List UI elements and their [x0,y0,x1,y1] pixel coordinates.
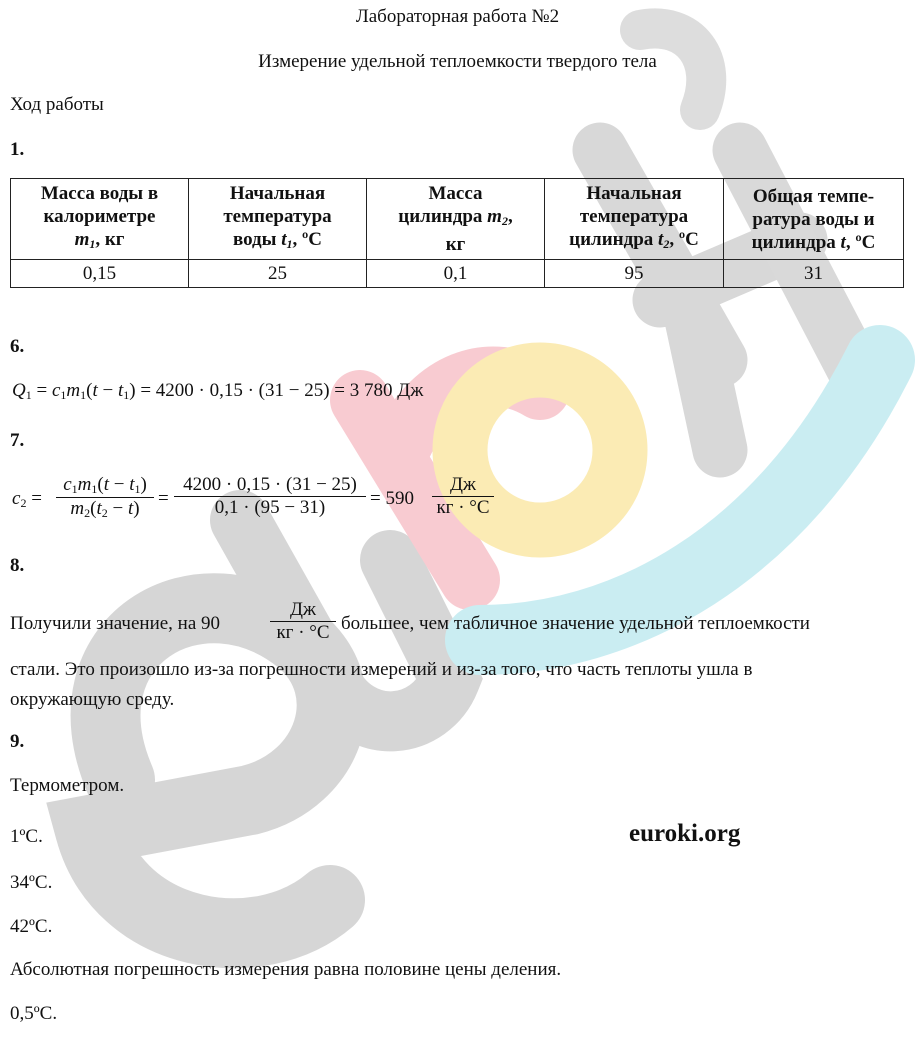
step9-answer-4: 42ºС. [10,916,53,937]
table-cell: 31 [724,260,904,288]
formula-c2-lhs: $c_2$ = [12,488,42,510]
table-header-cell: Масса воды в калориметре $m_1$, кг [11,179,189,260]
table-cell: 0,15 [11,260,189,288]
step8-line2: стали. Это произошло из-за погрешности измерений и из-за того, что часть теплоты ушла в [10,659,753,680]
formula-equals: = [158,488,169,509]
step8-unit-fraction: Дж кг · °С [270,599,336,644]
formula-q1: $Q_1 = c_1m_1(t - t_1) = 4200 \cdot 0,15 \cdot (31 - 25) = 3$ 780 Дж [12,380,424,402]
page-title: Лабораторная работа №2 [355,6,560,27]
step9-answer-3: 34ºС. [10,872,53,893]
step-number-7: 7. [10,430,25,451]
step-number-9: 9. [10,731,25,752]
formula-c2-numerator: 4200 · 0,15 · (31 − 25) [183,474,357,495]
step9-answer-6: 0,5ºС. [10,1003,58,1024]
step-number-8: 8. [10,555,25,576]
watermark-swoosh [480,360,880,640]
step-number-6: 6. [10,336,25,357]
table-header-cell: Начальная температура воды $t_1$, ºС [189,179,367,260]
formula-q1-rhs: = 4200 · 0,15 · (31 − 25) = 3 780 Дж [140,380,424,401]
site-watermark-text: euroki.org [629,820,741,847]
table-header-row [11,179,904,260]
formula-c2-fraction1: $c_1m_1(t - t_1)$ $m_2(t_2 - t)$ [56,474,154,521]
step9-answer-1: Термометром. [10,775,125,796]
table-header-cell: Общая темпе- ратура воды и цилиндра t, ºС [724,179,904,260]
table-header-cell: Масса цилиндра $m_2$, кг [367,179,545,260]
step8-text-after: большее, чем табличное значение удельной теплоемкости [341,613,810,634]
progress-heading: Ход работы [10,94,104,115]
page-subtitle: Измерение удельной теплоемкости твердого тела [258,51,657,72]
formula-unit-fraction: Дж кг · °С [432,474,494,519]
table-cell: 25 [189,260,367,288]
table-row [11,260,904,288]
step9-answer-5: Абсолютная погрешность измерения равна половине цены деления. [10,959,562,980]
table-cell: 95 [545,260,724,288]
watermark-e-shape [90,608,332,933]
formula-c2-result: = 590 [370,488,414,509]
step8-text-before: Получили значение, на 90 [10,613,221,634]
table-cell: 0,1 [367,260,545,288]
step-number-1: 1. [10,139,25,160]
step9-answer-2: 1ºС. [10,826,43,847]
formula-c2-fraction2 [174,474,366,519]
step8-line3: окружающую среду. [10,689,175,710]
measurement-table [10,178,904,288]
formula-c2-denominator: 0,1 · (95 − 31) [214,497,326,518]
table-header-cell: Начальная температура цилиндра $t_2$, ºС [545,179,724,260]
